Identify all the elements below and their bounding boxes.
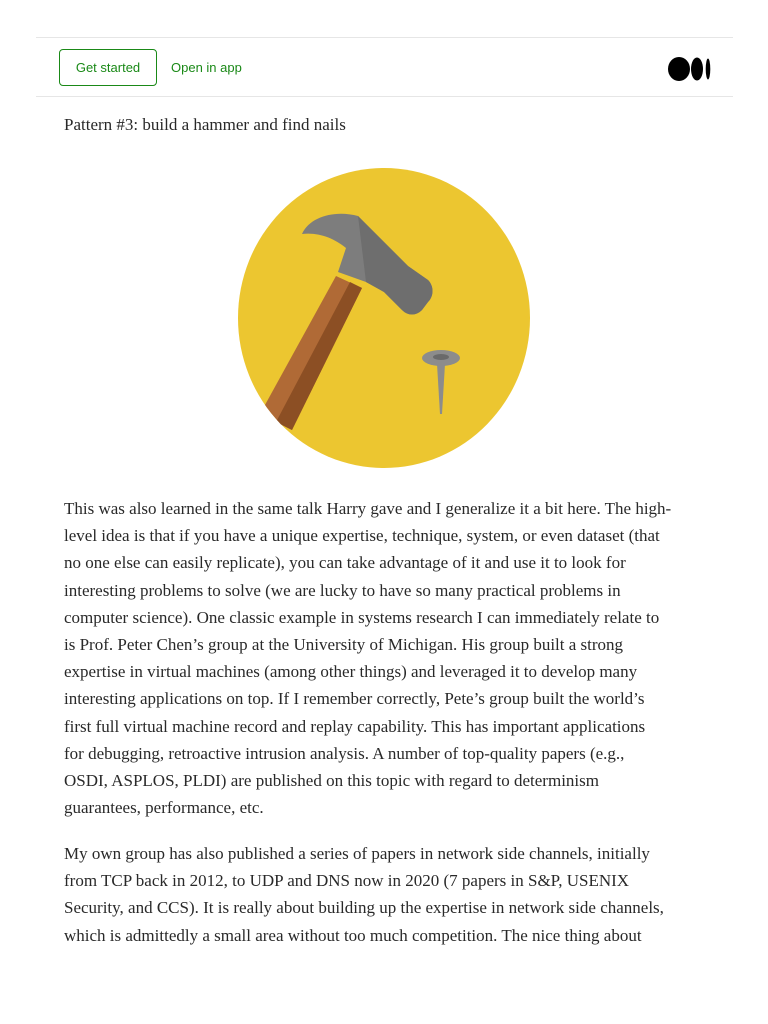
hammer-and-nail-illustration	[238, 168, 530, 470]
article-paragraph-1	[64, 495, 714, 821]
get-started-button[interactable]: Get started	[59, 49, 157, 86]
paragraph-line: interesting applications on top. If I remember correctly, Pete’s group built the world’s	[64, 689, 645, 709]
paragraph-line: guarantees, performance, etc.	[64, 798, 264, 818]
top-navigation-bar	[36, 37, 733, 97]
paragraph-line: interesting problems to solve (we are lucky to have so many practical problems in	[64, 580, 621, 600]
pattern-heading: Pattern #3: build a hammer and find nails	[64, 115, 346, 134]
paragraph-line: first full virtual machine record and replay capability. This has important applications	[64, 716, 646, 736]
paragraph-line: My own group has also published a series of papers in network side channels, initially	[64, 844, 650, 863]
medium-logo-icon[interactable]	[668, 57, 712, 81]
paragraph-line: for debugging, retroactive intrusion analysis. A number of top-quality papers (e.g.,	[64, 743, 625, 763]
paragraph-line: from TCP back in 2012, to UDP and DNS now in 2020 (7 papers in S&P, USENIX	[64, 871, 630, 891]
paragraph-line: OSDI, ASPLOS, PLDI) are published on this topic with regard to determinism	[64, 771, 599, 791]
paragraph-line: expertise in virtual machines (among other things) and leveraged it to develop many	[64, 662, 638, 682]
paragraph-line: computer science). One classic example in systems research I can immediately relate to	[64, 607, 660, 627]
paragraph-line: is Prof. Peter Chen’s group at the University of Michigan. His group built a strong	[64, 635, 624, 655]
paragraph-line: level idea is that if you have a unique expertise, technique, system, or even dataset (that	[64, 526, 660, 546]
paragraph-line: Security, and CCS). It is really about building up the expertise in network side channels,	[64, 898, 664, 918]
paragraph-line: This was also learned in the same talk Harry gave and I generalize it a bit here. The high-	[64, 499, 672, 518]
paragraph-line: no one else can easily replicate), you can take advantage of it and use it to look for	[64, 553, 626, 573]
paragraph-line: which is admittedly a small area without too much competition. The nice thing about	[64, 925, 642, 945]
article-paragraph-2	[64, 840, 714, 949]
open-in-app-link[interactable]: Open in app	[171, 60, 242, 75]
